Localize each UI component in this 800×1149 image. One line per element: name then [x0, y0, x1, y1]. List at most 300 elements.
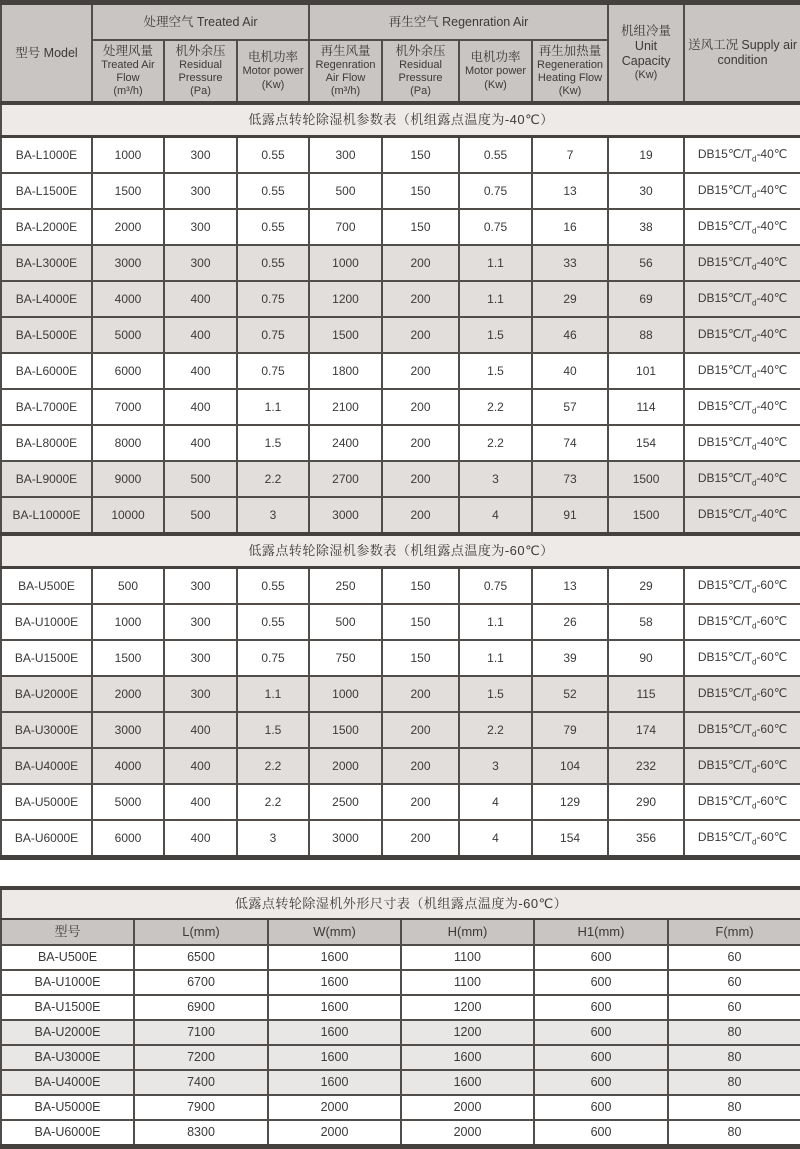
model-cell: BA-L9000E — [1, 461, 92, 497]
model-cell: BA-U500E — [1, 945, 134, 970]
regeneration-heating-flow-header — [532, 40, 608, 103]
dimension-cell: 1200 — [401, 995, 534, 1020]
value-cell: 200 — [382, 712, 459, 748]
value-cell: 26 — [532, 604, 608, 640]
header-group-row — [1, 3, 800, 41]
value-cell: 400 — [164, 712, 237, 748]
value-cell: 0.75 — [237, 317, 309, 353]
value-cell: 400 — [164, 317, 237, 353]
value-cell: 400 — [164, 353, 237, 389]
treated-air-cn: 处理空气 — [143, 14, 194, 29]
supply-condition-cell: $DB15℃/T_d-40℃$ — [684, 245, 800, 281]
dimension-cell: 1600 — [268, 1020, 401, 1045]
col4-en: Residual Pressure — [398, 58, 443, 84]
value-cell: 1.1 — [459, 640, 532, 676]
model-cell: BA-U1000E — [1, 604, 92, 640]
value-cell: 2100 — [309, 389, 382, 425]
dimension-cell: 600 — [534, 995, 668, 1020]
supply-air-en: Supply air condition — [717, 38, 798, 67]
table-gap — [0, 860, 800, 886]
value-cell: 16 — [532, 209, 608, 245]
value-cell: 150 — [382, 137, 459, 174]
dimension-row — [1, 1120, 800, 1147]
value-cell: 300 — [164, 245, 237, 281]
value-cell: 0.75 — [237, 353, 309, 389]
value-cell: 1500 — [608, 461, 684, 497]
section-title-row — [1, 534, 800, 568]
value-cell: 104 — [532, 748, 608, 784]
dims-width-header: W(mm) — [268, 919, 401, 945]
value-cell: 6000 — [92, 820, 164, 858]
value-cell: 52 — [532, 676, 608, 712]
value-cell: 700 — [309, 209, 382, 245]
model-header-cn: 型号 — [15, 45, 41, 60]
spec-row — [1, 245, 800, 281]
value-cell: 4000 — [92, 748, 164, 784]
value-cell: 0.75 — [459, 568, 532, 605]
col4-unit: (Pa) — [410, 85, 431, 98]
value-cell: 400 — [164, 820, 237, 858]
value-cell: 73 — [532, 461, 608, 497]
dimension-cell: 2000 — [268, 1120, 401, 1147]
value-cell: 56 — [608, 245, 684, 281]
supply-condition-cell: $DB15℃/T_d-40℃$ — [684, 209, 800, 245]
spec-row — [1, 820, 800, 858]
value-cell: 2500 — [309, 784, 382, 820]
value-cell: 0.75 — [237, 281, 309, 317]
spec-row — [1, 712, 800, 748]
col6-unit: (Kw) — [558, 85, 582, 98]
value-cell: 4 — [459, 497, 532, 534]
treated-air-en: Treated Air — [196, 14, 258, 29]
value-cell: 0.55 — [237, 209, 309, 245]
dimension-cell: 80 — [668, 1120, 800, 1147]
value-cell: 9000 — [92, 461, 164, 497]
dimension-row — [1, 1095, 800, 1120]
spec-row — [1, 209, 800, 245]
value-cell: 3 — [459, 748, 532, 784]
dimension-cell: 600 — [534, 970, 668, 995]
value-cell: 400 — [164, 425, 237, 461]
model-cell: BA-U4000E — [1, 1070, 134, 1095]
value-cell: 232 — [608, 748, 684, 784]
model-cell: BA-L8000E — [1, 425, 92, 461]
spec-row — [1, 281, 800, 317]
spec-row — [1, 461, 800, 497]
value-cell: 750 — [309, 640, 382, 676]
value-cell: 58 — [608, 604, 684, 640]
regeneration-air-en: Regenration Air — [442, 14, 529, 29]
dimensions-table-body — [1, 945, 800, 1147]
treated-residual-pressure-header — [164, 40, 237, 103]
value-cell: 200 — [382, 389, 459, 425]
col4-cn: 机外余压 — [395, 43, 446, 58]
model-cell: BA-L1500E — [1, 173, 92, 209]
value-cell: 0.55 — [237, 245, 309, 281]
dimension-cell: 60 — [668, 945, 800, 970]
supply-condition-cell: $DB15℃/T_d-40℃$ — [684, 389, 800, 425]
value-cell: 500 — [309, 173, 382, 209]
spec-row — [1, 389, 800, 425]
value-cell: 200 — [382, 245, 459, 281]
value-cell: 300 — [164, 604, 237, 640]
dimension-cell: 7400 — [134, 1070, 268, 1095]
value-cell: 1000 — [309, 676, 382, 712]
dimension-cell: 7200 — [134, 1045, 268, 1070]
value-cell: 19 — [608, 137, 684, 174]
dimension-row — [1, 1070, 800, 1095]
spec-table-header — [1, 3, 800, 104]
supply-condition-cell: $DB15℃/T_d-60℃$ — [684, 784, 800, 820]
value-cell: 0.55 — [237, 604, 309, 640]
model-cell: BA-L6000E — [1, 353, 92, 389]
value-cell: 29 — [532, 281, 608, 317]
value-cell: 200 — [382, 676, 459, 712]
value-cell: 300 — [164, 173, 237, 209]
spec-row — [1, 568, 800, 605]
model-header-en: Model — [43, 45, 78, 60]
value-cell: 39 — [532, 640, 608, 676]
value-cell: 3000 — [92, 712, 164, 748]
col6-en: Regeneration Heating Flow — [537, 58, 604, 84]
value-cell: 1000 — [92, 604, 164, 640]
dimension-cell: 600 — [534, 1045, 668, 1070]
dimension-cell: 2000 — [401, 1120, 534, 1147]
dimension-cell: 1100 — [401, 945, 534, 970]
spec-row — [1, 173, 800, 209]
value-cell: 40 — [532, 353, 608, 389]
unit-capacity-unit: (Kw) — [634, 68, 658, 81]
supply-condition-cell: $DB15℃/T_d-60℃$ — [684, 712, 800, 748]
value-cell: 290 — [608, 784, 684, 820]
value-cell: 29 — [608, 568, 684, 605]
value-cell: 114 — [608, 389, 684, 425]
col0-unit: (m³/h) — [113, 85, 143, 98]
dimension-cell: 6500 — [134, 945, 268, 970]
dimension-cell: 80 — [668, 1095, 800, 1120]
value-cell: 500 — [164, 497, 237, 534]
value-cell: 400 — [164, 748, 237, 784]
value-cell: 3 — [237, 497, 309, 534]
model-cell: BA-L3000E — [1, 245, 92, 281]
value-cell: 1.1 — [237, 676, 309, 712]
dimension-cell: 60 — [668, 995, 800, 1020]
value-cell: 200 — [382, 497, 459, 534]
value-cell: 38 — [608, 209, 684, 245]
value-cell: 154 — [532, 820, 608, 858]
model-cell: BA-U500E — [1, 568, 92, 605]
value-cell: 1.1 — [459, 281, 532, 317]
value-cell: 5000 — [92, 317, 164, 353]
model-cell: BA-L1000E — [1, 137, 92, 174]
dimension-row — [1, 1020, 800, 1045]
value-cell: 1500 — [92, 640, 164, 676]
value-cell: 2.2 — [459, 712, 532, 748]
regeneration-air-group-header — [309, 3, 608, 41]
dimension-cell: 1600 — [268, 1045, 401, 1070]
col0-en: Treated Air Flow — [101, 58, 155, 84]
value-cell: 1.5 — [237, 425, 309, 461]
value-cell: 300 — [309, 137, 382, 174]
supply-condition-cell: $DB15℃/T_d-40℃$ — [684, 461, 800, 497]
dims-f-header: F(mm) — [668, 919, 800, 945]
col2-unit: (Kw) — [261, 78, 285, 91]
value-cell: 129 — [532, 784, 608, 820]
dimension-cell: 80 — [668, 1070, 800, 1095]
supply-condition-cell: $DB15℃/T_d-60℃$ — [684, 568, 800, 605]
supply-air-cn: 送风工况 — [688, 38, 739, 52]
value-cell: 8000 — [92, 425, 164, 461]
regeneration-air-cn: 再生空气 — [388, 14, 439, 29]
value-cell: 3000 — [309, 497, 382, 534]
value-cell: 69 — [608, 281, 684, 317]
regeneration-air-flow-header — [309, 40, 382, 103]
dimension-row — [1, 995, 800, 1020]
value-cell: 4 — [459, 820, 532, 858]
value-cell: 2000 — [92, 209, 164, 245]
col3-cn: 再生风量 — [320, 43, 371, 58]
value-cell: 0.55 — [237, 568, 309, 605]
col5-en: Motor power — [464, 65, 527, 78]
spec-row — [1, 497, 800, 534]
value-cell: 1500 — [92, 173, 164, 209]
value-cell: 91 — [532, 497, 608, 534]
value-cell: 150 — [382, 568, 459, 605]
spec-row — [1, 640, 800, 676]
value-cell: 200 — [382, 748, 459, 784]
model-cell: BA-U5000E — [1, 784, 92, 820]
value-cell: 2.2 — [237, 748, 309, 784]
col1-unit: (Pa) — [190, 85, 211, 98]
section-title: 低露点转轮除湿机参数表（机组露点温度为-60℃） — [1, 534, 800, 568]
model-cell: BA-U6000E — [1, 1120, 134, 1147]
dimension-row — [1, 945, 800, 970]
col5-cn: 电机功率 — [470, 50, 521, 65]
value-cell: 200 — [382, 820, 459, 858]
value-cell: 1500 — [309, 317, 382, 353]
supply-condition-cell: $DB15℃/T_d-60℃$ — [684, 748, 800, 784]
value-cell: 150 — [382, 209, 459, 245]
dimension-cell: 1200 — [401, 1020, 534, 1045]
regeneration-motor-power-header — [459, 40, 532, 103]
value-cell: 356 — [608, 820, 684, 858]
dimension-cell: 2000 — [268, 1095, 401, 1120]
value-cell: 13 — [532, 568, 608, 605]
spec-table-body — [1, 103, 800, 858]
value-cell: 300 — [164, 640, 237, 676]
model-cell: BA-U1500E — [1, 640, 92, 676]
spec-row — [1, 676, 800, 712]
value-cell: 1000 — [309, 245, 382, 281]
value-cell: 33 — [532, 245, 608, 281]
value-cell: 79 — [532, 712, 608, 748]
dimension-cell: 600 — [534, 945, 668, 970]
value-cell: 1800 — [309, 353, 382, 389]
value-cell: 200 — [382, 461, 459, 497]
value-cell: 1.5 — [459, 317, 532, 353]
value-cell: 2700 — [309, 461, 382, 497]
dimensions-table-header — [1, 888, 800, 945]
spec-row — [1, 137, 800, 174]
col0-cn: 处理风量 — [102, 43, 153, 58]
model-cell: BA-L4000E — [1, 281, 92, 317]
unit-capacity-en: Unit Capacity — [621, 38, 671, 68]
col6-cn: 再生加热量 — [538, 43, 602, 58]
value-cell: 0.75 — [459, 173, 532, 209]
value-cell: 4 — [459, 784, 532, 820]
col2-en: Motor power — [242, 65, 304, 78]
supply-condition-cell: $DB15℃/T_d-40℃$ — [684, 497, 800, 534]
dimension-cell: 1600 — [401, 1045, 534, 1070]
model-cell: BA-L5000E — [1, 317, 92, 353]
model-cell: BA-U4000E — [1, 748, 92, 784]
value-cell: 200 — [382, 353, 459, 389]
value-cell: 1200 — [309, 281, 382, 317]
value-cell: 4000 — [92, 281, 164, 317]
value-cell: 3000 — [92, 245, 164, 281]
value-cell: 2.2 — [237, 461, 309, 497]
value-cell: 1.5 — [459, 676, 532, 712]
dims-h1-header: H1(mm) — [534, 919, 668, 945]
dims-height-header: H(mm) — [401, 919, 534, 945]
dimension-cell: 1600 — [268, 995, 401, 1020]
col2-cn: 电机功率 — [248, 50, 299, 65]
dimension-cell: 600 — [534, 1095, 668, 1120]
dims-length-header: L(mm) — [134, 919, 268, 945]
dimension-cell: 600 — [534, 1120, 668, 1147]
value-cell: 400 — [164, 784, 237, 820]
model-cell: BA-U1000E — [1, 970, 134, 995]
value-cell: 500 — [92, 568, 164, 605]
unit-capacity-column-header — [608, 3, 684, 104]
dimension-cell: 7900 — [134, 1095, 268, 1120]
model-cell: BA-L10000E — [1, 497, 92, 534]
value-cell: 10000 — [92, 497, 164, 534]
dimension-cell: 6700 — [134, 970, 268, 995]
value-cell: 3 — [459, 461, 532, 497]
treated-air-group-header — [92, 3, 309, 41]
dimension-cell: 2000 — [401, 1095, 534, 1120]
value-cell: 300 — [164, 568, 237, 605]
value-cell: 200 — [382, 784, 459, 820]
value-cell: 1.5 — [459, 353, 532, 389]
value-cell: 150 — [382, 173, 459, 209]
dimension-cell: 1600 — [401, 1070, 534, 1095]
value-cell: 250 — [309, 568, 382, 605]
value-cell: 46 — [532, 317, 608, 353]
value-cell: 101 — [608, 353, 684, 389]
value-cell: 200 — [382, 425, 459, 461]
value-cell: 154 — [608, 425, 684, 461]
supply-condition-cell: $DB15℃/T_d-60℃$ — [684, 676, 800, 712]
value-cell: 7000 — [92, 389, 164, 425]
dimension-cell: 1100 — [401, 970, 534, 995]
supply-condition-cell: $DB15℃/T_d-60℃$ — [684, 820, 800, 858]
value-cell: 2.2 — [459, 425, 532, 461]
dimension-cell: 600 — [534, 1020, 668, 1045]
col1-cn: 机外余压 — [175, 43, 226, 58]
model-cell: BA-U2000E — [1, 676, 92, 712]
spec-row — [1, 784, 800, 820]
value-cell: 2000 — [92, 676, 164, 712]
dimensions-table-title: 低露点转轮除湿机外形尺寸表（机组露点温度为-60℃） — [1, 888, 800, 919]
value-cell: 0.75 — [459, 209, 532, 245]
value-cell: 115 — [608, 676, 684, 712]
value-cell: 1.1 — [459, 604, 532, 640]
supply-condition-cell: $DB15℃/T_d-40℃$ — [684, 425, 800, 461]
section-title: 低露点转轮除湿机参数表（机组露点温度为-40℃） — [1, 103, 800, 137]
value-cell: 200 — [382, 317, 459, 353]
value-cell: 400 — [164, 281, 237, 317]
model-cell: BA-U5000E — [1, 1095, 134, 1120]
value-cell: 2400 — [309, 425, 382, 461]
dimension-cell: 80 — [668, 1045, 800, 1070]
value-cell: 0.75 — [237, 640, 309, 676]
section-title-row — [1, 103, 800, 137]
supply-condition-cell: $DB15℃/T_d-60℃$ — [684, 640, 800, 676]
value-cell: 2000 — [309, 748, 382, 784]
value-cell: 6000 — [92, 353, 164, 389]
supply-condition-cell: $DB15℃/T_d-40℃$ — [684, 317, 800, 353]
value-cell: 500 — [309, 604, 382, 640]
dims-model-header: 型号 — [1, 919, 134, 945]
value-cell: 3 — [237, 820, 309, 858]
model-column-header — [1, 3, 92, 104]
value-cell: 7 — [532, 137, 608, 174]
spec-row — [1, 425, 800, 461]
dimension-cell: 60 — [668, 970, 800, 995]
value-cell: 1.1 — [459, 245, 532, 281]
supply-air-column-header — [684, 3, 800, 104]
value-cell: 150 — [382, 604, 459, 640]
value-cell: 1500 — [608, 497, 684, 534]
col1-en: Residual Pressure — [178, 58, 223, 84]
value-cell: 74 — [532, 425, 608, 461]
spec-row — [1, 317, 800, 353]
dimensions-title-row — [1, 888, 800, 919]
dimension-cell: 7100 — [134, 1020, 268, 1045]
supply-condition-cell: $DB15℃/T_d-40℃$ — [684, 137, 800, 174]
value-cell: 1.5 — [237, 712, 309, 748]
value-cell: 5000 — [92, 784, 164, 820]
treated-air-flow-header — [92, 40, 164, 103]
treated-motor-power-header — [237, 40, 309, 103]
value-cell: 400 — [164, 389, 237, 425]
value-cell: 300 — [164, 209, 237, 245]
model-cell: BA-U2000E — [1, 1020, 134, 1045]
value-cell: 90 — [608, 640, 684, 676]
col3-en: Regenration Air Flow — [315, 58, 376, 84]
dimension-cell: 1600 — [268, 1070, 401, 1095]
dimensions-column-header-row — [1, 919, 800, 945]
unit-capacity-cn: 机组冷量 — [621, 23, 672, 38]
value-cell: 0.55 — [237, 137, 309, 174]
value-cell: 174 — [608, 712, 684, 748]
value-cell: 1500 — [309, 712, 382, 748]
value-cell: 0.55 — [237, 173, 309, 209]
value-cell: 2.2 — [459, 389, 532, 425]
value-cell: 500 — [164, 461, 237, 497]
dimension-cell: 6900 — [134, 995, 268, 1020]
supply-condition-cell: $DB15℃/T_d-40℃$ — [684, 173, 800, 209]
value-cell: 1000 — [92, 137, 164, 174]
value-cell: 1.1 — [237, 389, 309, 425]
regeneration-residual-pressure-header — [382, 40, 459, 103]
model-cell: BA-U3000E — [1, 712, 92, 748]
value-cell: 0.55 — [459, 137, 532, 174]
value-cell: 88 — [608, 317, 684, 353]
value-cell: 13 — [532, 173, 608, 209]
